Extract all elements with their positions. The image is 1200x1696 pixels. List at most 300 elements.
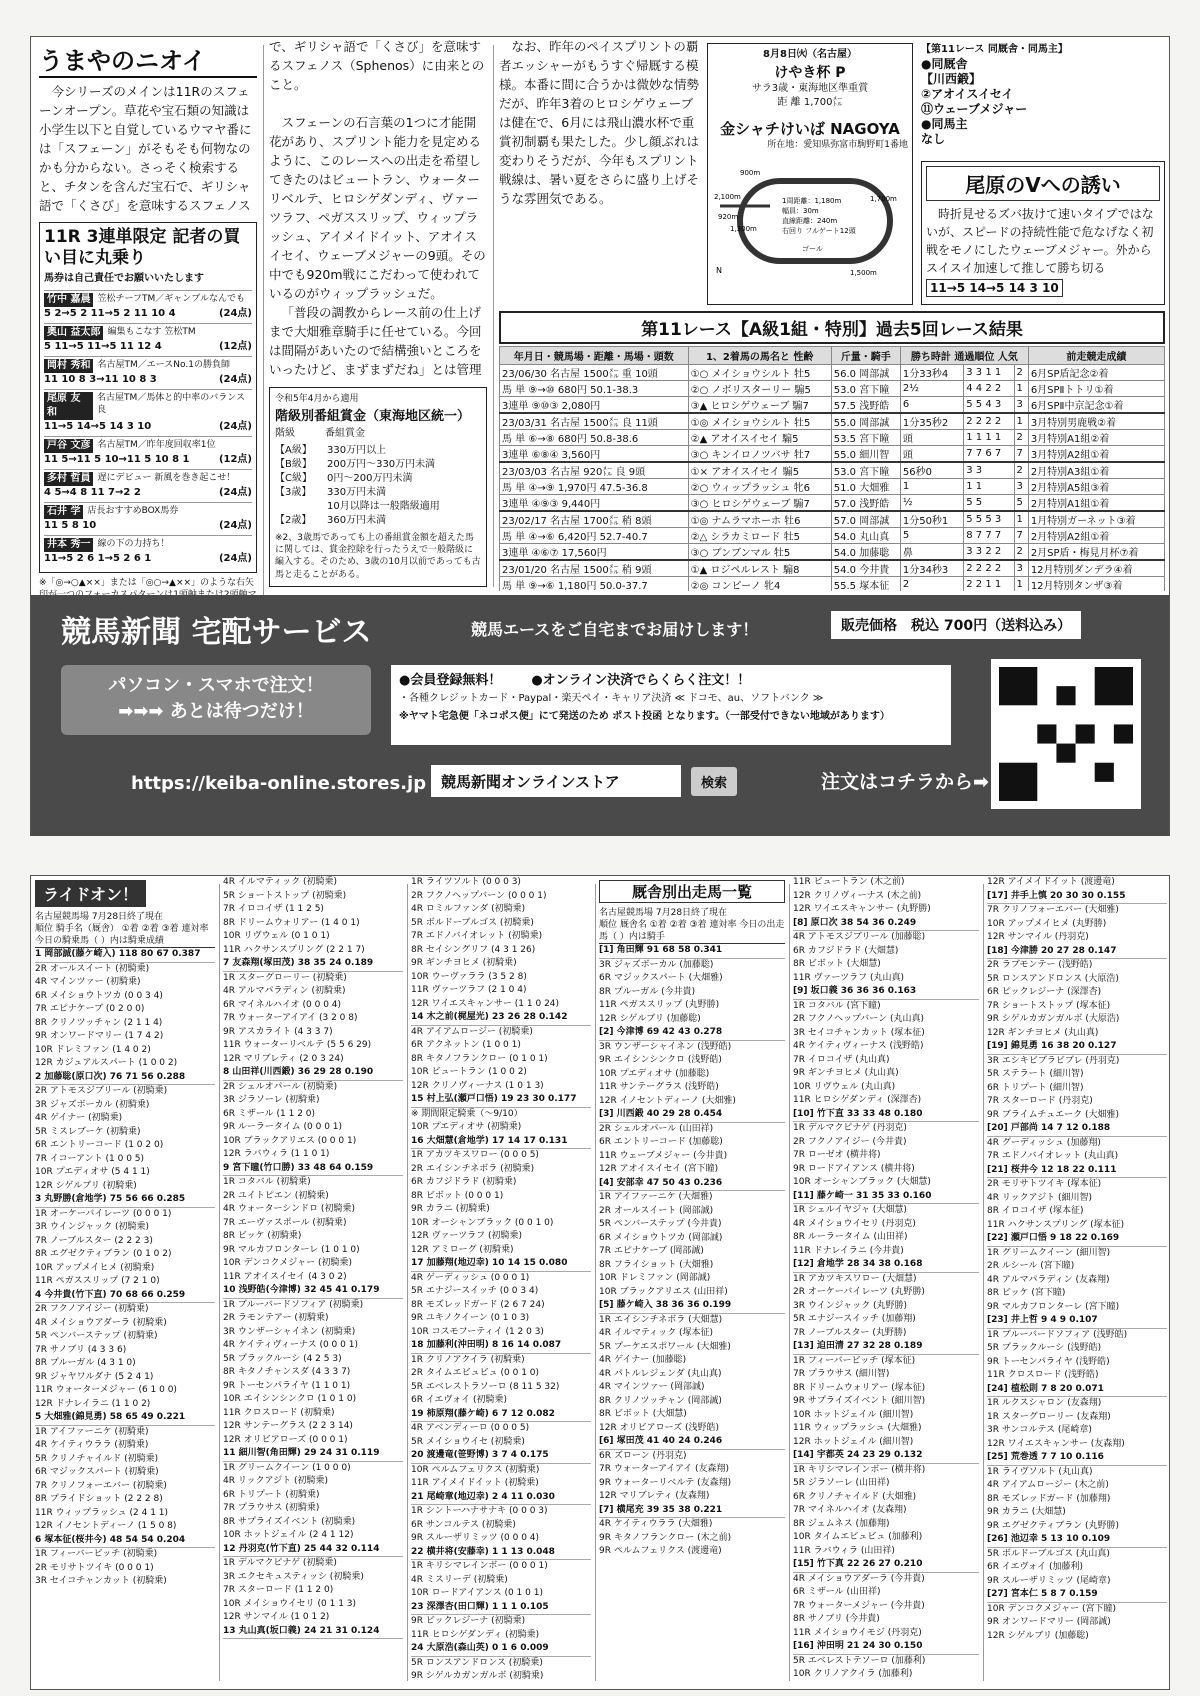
entry-ride: 1R フィーバービッチ (初騎乗) [35, 1549, 158, 1560]
pick-reporter [44, 293, 252, 307]
entry-header: [19] 錦見勇 16 38 20 0.127 [987, 1040, 1167, 1055]
ad-order-line1: パソコン・スマホで注文！ [108, 675, 324, 696]
entry-ride: 10R オーシャンブラック (0 0 1 0) [411, 1217, 554, 1228]
pick-reporter [44, 472, 252, 486]
pick-reporter [44, 538, 252, 552]
entry-ride: 7R プラウサス (細川智) [793, 1369, 890, 1379]
column-paragraph-3: 「普段の調教からレース前の仕上げまで大畑雅章騎手に任せている。今回は間隔があいたので結構強いところをいったけど、まずまずだね」とは管理 [269, 305, 482, 377]
rideon-col-1 [35, 876, 215, 1689]
entry-ride: 4R イルマティック (初騎乗) [223, 877, 338, 887]
entry-ride: 11R ヒロシゲダンディ (初騎乗) [411, 1629, 540, 1640]
entry-ride: 10R プエディオサ (加藤聡) [599, 1068, 710, 1079]
pick-bet-combo: 11 5→11 5 10→11 5 10 8 1 [44, 453, 190, 465]
entry-header: 14 木之前(梶屋光) 23 26 28 0.142 [411, 1011, 591, 1026]
entry-ride: 9R オンワードマリー (1 7 4 2) [35, 1031, 164, 1042]
past-cell: 2½ [900, 381, 963, 397]
entry-ride: 6R マジックスパート (大畑雅) [599, 973, 723, 984]
entry-ride: 5R プーケエスポワール (大畑雅) [599, 1341, 731, 1352]
entry-ride: 5R ボルドーブルゴス (丸山真) [987, 1548, 1110, 1559]
prize-class: 【3歳】 [275, 487, 312, 499]
entry-ride: 8R プルーガル (4 3 1 0) [35, 1358, 136, 1369]
race-info-box [707, 43, 913, 305]
past-cell: 57.0 岡部誠 [831, 511, 900, 528]
past-cell: 頭 [900, 446, 963, 463]
entry-ride: 11R アオイスイセイ (4 3 0 2) [223, 1271, 347, 1282]
past-cell: 馬 単 ⑥→⑧ 680円 50.8-38.6 [500, 430, 689, 446]
entry-ride: 2R フクノヘップバーン (丸山真) [793, 1014, 925, 1024]
entry-ride: 12R ワイエスキャンサー (1 1 0 24) [411, 998, 560, 1009]
picks-subtitle: 馬券は自己責任でお願いいたします [44, 272, 204, 284]
ad-payment: ・各種クレジットカード・Paypal・楽天ペイ・キャリア決済 ≪ ドコモ、au、ソフトバンク ≫ [399, 693, 824, 704]
entry-ride: 12R ワイエスキャンサー (丸野勝) [793, 904, 931, 914]
entry-ride: 7R ウォーターメジャー (今井貴) [793, 1600, 925, 1611]
past-cell: 53.0 宮下瞳 [831, 381, 900, 397]
past-cell: 3連単 ④⑥⑦ 17,560円 [500, 544, 689, 561]
entry-ride: 10R ホットジェイル (細川智) [793, 1409, 914, 1420]
past-cell: 23/01/20 名古屋 1500㍍ 稍 9頭 [500, 560, 689, 577]
entry-header: [2] 今津博 69 42 43 0.278 [599, 1026, 785, 1041]
entry-ride: 12R クリノヴィーナス (1 0 1 3) [411, 1080, 544, 1091]
pick-reporter [44, 359, 252, 373]
past-cell: 55.0 岡部誠 [831, 413, 900, 430]
entry-ride: 1R シントーハナサナキ (0 0 0 3) [411, 1506, 548, 1516]
past-cell: 馬 単 ⑨→⑥ 1,180円 50.0-37.7 [500, 577, 689, 592]
entry-header: [5] 藤ケ崎入 38 36 36 0.199 [599, 1299, 785, 1314]
past-header: 前走競走成績 [1028, 347, 1164, 365]
entry-ride: 10R ドレミファン (1 4 0 2) [35, 1044, 151, 1055]
pick-points: (24点) [218, 307, 252, 319]
entry-ride: 4R メイショウアダーラ (今井貴) [793, 1573, 925, 1584]
pick-note: 編集もこなす 笠松TM [107, 326, 196, 337]
entry-ride: 12R ヴァーツラフ (初騎乗) [411, 1231, 523, 1241]
entry-ride: 4R ケイティウララ (初騎乗) [35, 1440, 149, 1451]
past-cell: 57.0 浅野皓 [831, 495, 900, 512]
entry-ride: 12R ドナレイラニ (1 1 0 2) [35, 1398, 151, 1409]
entry-ride: 2R タイムエビュビュ (0 0 1 0) [411, 1368, 540, 1378]
past-cell: 6月SPⅡ中京記念①着 [1028, 397, 1164, 414]
past-row [500, 446, 1165, 463]
pick-bet-combo: 11→5 2 6 1→5 2 6 1 [44, 552, 152, 564]
entry-ride: 9R マルカフロンターレ (1 0 1 0) [223, 1244, 360, 1255]
pick-reporter [44, 326, 252, 340]
past-cell: 55.5 塚本征 [831, 577, 900, 592]
past-row [500, 462, 1165, 479]
entry-ride: 1R キリシマレインボー (横井将) [793, 1464, 926, 1475]
race-dist: 距 離 1,700㍍ [777, 97, 843, 108]
qr-code[interactable] [991, 659, 1141, 809]
entry-ride: 7R エーヴァスポール (初騎乗) [223, 1217, 347, 1228]
entry-ride: 2R シェルオパール (初騎乗) [223, 1081, 338, 1092]
spec-2: 幅員：30m [782, 207, 819, 216]
entry-ride: 4R ウォーターシンドロ (初騎乗) [223, 1204, 355, 1214]
past-cell: ①▲ ロジペルレスト 騸8 [688, 560, 831, 577]
pick-points: (12点) [218, 453, 252, 465]
past-cell: 57.5 浅野皓 [831, 397, 900, 414]
pick-bet [44, 420, 252, 434]
entry-header: [9] 坂口義 36 36 36 0.163 [793, 985, 979, 1000]
dim-1500: 1,500m [850, 269, 877, 278]
entry-ride: 9R トーセンパライヤ (1 1 0 1) [223, 1380, 351, 1391]
past-cell: 2 2 2 2 [964, 413, 1014, 430]
entry-ride: 2R ラモンテアー (初騎乗) [223, 1313, 329, 1323]
invite-text: 時折見せるズバ抜けて速いタイプではないが、スピードの持続性能で危なげなく初戦をモノにしたウェーブメジャー。外からスイスイ加速して推して勝ち切る [926, 207, 1154, 275]
entry-ride: 4R イルマティック (塚本征) [599, 1328, 714, 1339]
dim-900: 900m [740, 169, 761, 178]
picks-footnote: ※「◎→○▲××」または「◎○→▲××」のような右矢 [39, 577, 255, 588]
bottom-page [30, 875, 1170, 1690]
entry-header: 24 大原浩(森山英) 0 1 6 0.009 [411, 1642, 591, 1657]
entry-header: 4 今井貴(竹下直) 70 68 66 0.259 [35, 1289, 215, 1304]
entry-ride: 11R ヴァーツラフ (2 1 0 4) [411, 985, 527, 995]
past-cell: 7 [1014, 528, 1028, 544]
pick-points: (24点) [218, 420, 252, 432]
entry-ride: 4R メイショウイセリ (丹羽克) [793, 1218, 916, 1229]
entry-ride: 8R キタノフランクロー (0 1 0 1) [411, 1053, 548, 1064]
past-cell: 3月特別男鹿戦②着 [1028, 413, 1164, 430]
prize-head-amount: 番組賞金 [325, 428, 365, 440]
entry-ride: 7R エドノバイオレット (丸山真) [987, 1151, 1119, 1161]
entry-ride: 7R ローゼオ (横井将) [793, 1150, 881, 1160]
entry-ride: 2R ユイトピエン (初騎乗) [223, 1190, 329, 1201]
pick-bet [44, 340, 252, 354]
past-cell: 1 [1014, 511, 1028, 528]
rideon-list-1 [35, 948, 215, 1589]
entry-ride: 6R クリノチャイルド (大畑雅) [793, 1491, 917, 1502]
entry-header: 1 岡部誠(藤ケ崎入) 118 80 67 0.387 [35, 948, 215, 963]
entry-ride: 2R フクノヘップバーン (0 0 0 1) [411, 890, 547, 901]
entry-ride: 4R アルマパラディン (初騎乗) [223, 986, 346, 996]
entry-ride: 4R マインツァー (岡部誠) [599, 1382, 705, 1393]
entry-ride: 8R クリノツッチャン (岡部誠) [599, 1395, 722, 1406]
entry-header: [10] 竹下直 33 33 48 0.180 [793, 1108, 979, 1123]
entry-ride: 11R ウォーターリベルテ (5 5 6 29) [223, 1040, 372, 1050]
pick-note: 名古屋TM／馬体と的中率のバランス良 [96, 392, 245, 415]
entry-ride: 12R シゲルブリ (加藤聡) [987, 1630, 1089, 1641]
past-cell: 2月特別A2組①着 [1028, 528, 1164, 544]
entry-ride: 5R ロンスアンドロンス (初騎乗) [411, 1657, 543, 1668]
entry-ride: 4R アイアムロージー (木之前) [987, 1480, 1109, 1490]
past-cell: 2 2 2 2 [964, 560, 1014, 577]
past-cell: 12月特別タンザ③着 [1028, 577, 1164, 592]
entry-header: [20] 戸部尚 14 7 12 0.188 [987, 1122, 1167, 1137]
past-cell: 5 5 5 3 [964, 511, 1014, 528]
entry-ride: 6R メイショウトツカ (0 0 3 4) [35, 990, 163, 1001]
entry-ride: 10R リヴウェル (0 1 0 1) [223, 931, 330, 941]
entry-ride: 10R アップメイヒメ (初騎乗) [35, 1262, 155, 1273]
entry-header: [23] 井上哲 9 4 9 0.107 [987, 1314, 1167, 1329]
entry-ride: 10R ロードアイアンス (0 1 0 1) [411, 1588, 543, 1598]
past-cell: ③○ ブンブンマル 牡5 [688, 544, 831, 561]
past-header: 年月日・競馬場・距離・馬場・頭数 [500, 347, 689, 365]
pick-points: (24点) [218, 486, 252, 498]
entry-ride: 4R マインツァー (初騎乗) [35, 977, 141, 988]
entry-ride: 12R アオイスイセイ (宮下瞳) [599, 1164, 719, 1175]
past-cell: 3月特別A2組①着 [1028, 446, 1164, 463]
entry-ride: 6R アクネットン (1 0 0 1) [411, 1040, 521, 1050]
entry-ride: 4R ケイティウララ (大畑雅) [599, 1519, 713, 1530]
entry-ride: 7R ウォーターアイアイ (3 2 0 8) [223, 1013, 358, 1023]
entry-ride: 2R オールスイート (初騎乗) [35, 963, 150, 974]
entry-ride: 2R モリサトツイキ (0 0 0 1) [35, 1562, 154, 1573]
entry-ride: 8R ジェムネス (加藤翔) [793, 1518, 890, 1529]
past-cell: 3連単 ⑨⑩③ 2,080円 [500, 397, 689, 414]
past-cell: 5 5 4 3 [964, 397, 1014, 414]
entry-ride: 8R ドリームウォリアー (塚本征) [793, 1382, 926, 1393]
entry-ride: 1R エイシンチネボラ (大畑慧) [599, 1314, 723, 1325]
entry-ride: 1R ブルーバードソフィア (初騎乗) [223, 1299, 364, 1310]
entry-ride: 1R アイファーニケ (初騎乗) [35, 1426, 149, 1437]
kyusha-list-3 [987, 876, 1167, 1643]
entry-ride: 3R ウンザーシャイネン (初騎乗) [223, 1326, 356, 1337]
entry-ride: 11R ラバウィラ (山田祥) [793, 1545, 895, 1556]
track-address: 所在地：愛知県弥富市駒野町1番地 [767, 140, 908, 150]
pick-item [44, 290, 252, 323]
entry-header: 13 丸山真(坂口義) 24 21 31 0.124 [223, 1625, 403, 1640]
past-cell: ①× アオイスイセイ 騸5 [688, 462, 831, 479]
entry-ride: 3R エクセキュスティッシ (初騎乗) [223, 1571, 364, 1582]
pick-reporter [44, 439, 252, 453]
goal-label: ゴール [802, 245, 823, 254]
entry-ride: 10R エイシンシンクロ (1 0 1 0) [223, 1394, 357, 1404]
entry-ride: 3R ウンザーシャイネン (浅野皓) [599, 1041, 732, 1052]
entry-ride: 12R カジュアルスパート (1 0 0 2) [35, 1058, 178, 1069]
stable-title: 【第11レース 同厩舎・同馬主】 [921, 44, 1068, 55]
entry-ride: 10R メイショウイセリ (0 1 1 3) [223, 1598, 357, 1609]
entry-ride: 5R ショートストップ (初騎乗) [223, 890, 347, 901]
entry-ride: 9R カラニ (大畑慧) [987, 1507, 1066, 1517]
ad-shipping: ※ヤマト宅急便「ネコポス便」にて発送のため ポスト投函 となります。（一部受付できない地域があります） [399, 711, 890, 722]
pick-name: 多村 哲員 [44, 472, 93, 486]
entry-ride: 10R デンコクメジャー (初騎乗) [223, 1258, 353, 1268]
entry-ride: 12R サンテーグラス (2 2 3 14) [223, 1421, 353, 1431]
entry-ride: 9R サプライズイベント (細川智) [793, 1396, 926, 1406]
past-cell: ②○ ウィップラッシュ 牝6 [688, 479, 831, 495]
entry-ride: 11R クロスロード (初騎乗) [223, 1407, 335, 1418]
entry-ride: 12R サンマイル (1 0 1 2) [223, 1612, 330, 1622]
entry-ride: 8R サプライズイベント (初騎乗) [223, 1516, 356, 1527]
entry-ride: 8R プライドショット (2 2 2 8) [35, 1494, 163, 1505]
entry-ride: 7R ノーブルスター (丸野勝) [793, 1327, 907, 1338]
entry-ride: 7R イコーアント (1 0 0 5) [35, 1153, 145, 1164]
past-cell: 54.0 今井貴 [831, 560, 900, 577]
entry-ride: 12R アミローグ (初騎乗) [411, 1244, 514, 1255]
entry-ride: 1R ライツソルト (0 0 0 3) [411, 877, 521, 887]
store-search-input[interactable]: 競馬新聞オンラインストア [431, 765, 681, 797]
kyusha-col-3 [987, 876, 1167, 1689]
entry-header: 16 大畑慧(倉地学) 17 14 17 0.131 [411, 1135, 591, 1150]
entry-header: [24] 植松則 7 8 20 0.071 [987, 1383, 1167, 1398]
past-cell: 2月特別A3組①着 [1028, 462, 1164, 479]
pick-bet [44, 373, 252, 387]
prize-box [269, 387, 487, 587]
past-cell: 53.0 宮下瞳 [831, 462, 900, 479]
track-name: 金シャチけいば NAGOYA [720, 120, 900, 138]
entry-ride: 7R ウォーターアイアイ (友森翔) [599, 1464, 730, 1475]
entry-ride: 9R シゲルカガンガルボ (大原浩) [987, 1014, 1120, 1024]
past-cell: 3月特別A1組②着 [1028, 430, 1164, 446]
prize-head-class: 階級 [275, 428, 295, 440]
ad-title: 競馬新聞 宅配サービス [61, 615, 372, 650]
ad-features [391, 665, 951, 745]
prize-row [275, 486, 481, 500]
entry-ride: 7R クリノフォーエバー (初騎乗) [35, 1480, 167, 1491]
order-cta[interactable]: 注文はコチラから➡ [821, 771, 989, 793]
past-cell: 4 4 2 2 [964, 381, 1014, 397]
stable-box [921, 43, 1165, 153]
entry-ride: 1R デルマクピナゲ (丹羽克) [793, 1123, 907, 1133]
pick-points: (24点) [218, 519, 252, 531]
column-right-text [499, 37, 699, 307]
entry-ride: 6R エントリーコード (加藤聡) [599, 1137, 723, 1148]
past-row [500, 413, 1165, 430]
entry-ride: 1R コタバル (初騎乗) [223, 1177, 311, 1187]
entry-header: 12 丹羽克(竹下直) 25 44 32 0.114 [223, 1543, 403, 1558]
prize-class: 【B級】 [275, 459, 312, 471]
kyusha-head: 順位 厩舎名 ①着 ②着 ③着 連対率 今日の出走馬（ ）内は騎手 [599, 919, 785, 944]
entry-ride: 9R エグゼクティブラン (丸野勝) [987, 1520, 1120, 1531]
past-title: 第11レース【A級1組・特別】過去5回レース結果 [499, 311, 1165, 344]
entry-ride: 10R デンコクメジャー (宮下瞳) [987, 1603, 1117, 1614]
past-cell: 2月SP盾・梅見月杯⑦着 [1028, 544, 1164, 561]
past-cell: ③○ キンイロノツバサ 牡7 [688, 446, 831, 463]
entry-ride: 12R イノセントディーノ (大畑雅) [599, 1095, 736, 1106]
entry-ride: 12R イノセントディーノ (1 5 0 8) [35, 1521, 177, 1532]
entry-ride: 5R ペンバーステップ (今井貴) [599, 1219, 722, 1230]
entry-ride: 10R ブラックアリエス (0 0 0 1) [223, 1135, 357, 1146]
stable-line: ●同馬主 [921, 117, 968, 131]
stable-lines [921, 57, 1165, 147]
past-cell: 51.0 大畑雅 [831, 479, 900, 495]
entry-ride: 6R トリプート (細川智) [987, 1082, 1084, 1093]
prize-caption: 令和5年4月から適用 [275, 394, 359, 404]
past-cell: 3 [1014, 560, 1028, 577]
entry-header: [17] 井手上慎 20 30 30 0.155 [987, 890, 1167, 905]
entry-ride: 5R ミスレブーケ (初騎乗) [35, 1126, 141, 1137]
entry-ride: 11R アイメイドイット (初騎乗) [411, 1478, 539, 1488]
entry-ride: 8R ビボット (大畑慧) [599, 1409, 687, 1420]
entry-ride: 9R スルーザリミッツ (0 0 0 4) [411, 1533, 540, 1543]
past-cell: 5 5 [964, 495, 1014, 512]
entry-ride: 8R プルーガル (今井貴) [599, 986, 696, 997]
entry-ride: 6R イエヴォイ (加藤利) [987, 1562, 1084, 1572]
past-cell: 1 1 1 1 [964, 430, 1014, 446]
past-cell: 12月特別ダンデラ④着 [1028, 560, 1164, 577]
prize-amount: 360万円未満 [327, 515, 387, 527]
rideon-list-3 [411, 876, 591, 1684]
column-paragraph-4: なお、昨年のペイスプリントの覇者エッシャーがもうすぐ帰厩する模様。本番に間に合うかは微妙な情勢だが、昨年3着のヒロシゲウェーブは健在で、6月には飛山濃水杯で重賞初制覇も果たした。少し顔ぶれは変わりそうだが、今年もスプリント戦線は、暑い夏をさらに盛り上げそうな雰囲気である。 [499, 39, 699, 206]
entry-header: [11] 藤ケ崎一 31 35 33 0.160 [793, 1190, 979, 1205]
entry-header: 23 深澤杏(田口輝) 1 1 1 0.105 [411, 1601, 591, 1616]
entry-header: 5 大畑雅(錦見勇) 58 65 49 0.221 [35, 1411, 215, 1426]
entry-header: 17 加藤翔(地辺幸) 10 14 15 0.080 [411, 1257, 591, 1272]
store-search-button[interactable]: 検索 [691, 767, 737, 796]
entry-ride: 7R マイネルハイオ (友森翔) [793, 1505, 907, 1515]
dim-920: 920m [718, 213, 739, 222]
column-paragraph-1: 今シリーズのメインは11Rのスフェーンオープン。草花や宝石類の知識は小学生以下と自覚しているウマヤ番には「スフェーン」がそもそも何物なのかも分からない。さっそく検索すると、チタンを含んだ宝石で、ギリシャ語で「くさび」を意味するスフェノス [39, 84, 252, 213]
entry-ride: 1R ルクスシャロン (友森翔) [987, 1398, 1102, 1408]
past-cell: 1 1 [964, 479, 1014, 495]
ad-url[interactable]: https://keiba-online.stores.jp [131, 773, 427, 794]
past-cell: 3 3 1 1 [964, 365, 1014, 381]
entry-ride: 10R プエディオサ (5 4 1 1) [35, 1167, 150, 1178]
past-row [500, 479, 1165, 495]
entry-ride: 11R ヒロシゲダンディ (深澤杏) [793, 1095, 922, 1105]
pick-name: 岡村 秀和 [44, 359, 93, 373]
entry-ride: 11R ウォーターメジャー (6 1 0 0) [35, 1385, 177, 1396]
entry-ride: 5R ペンバーステップ (初騎乗) [35, 1331, 158, 1342]
entry-ride: 4R アベンディーロ (0 0 0 5) [411, 1423, 530, 1433]
past-cell: 2 [900, 577, 963, 592]
past-row [500, 544, 1165, 561]
entry-header: [7] 横尾充 39 35 38 0.221 [599, 1504, 785, 1519]
entry-header: 2 加藤聡(原口次) 76 71 56 0.288 [35, 1071, 215, 1086]
pick-note: 遅にデビュー 新風を巻き起こせ！ [97, 472, 236, 483]
spec-3: 直線距離：240m [782, 217, 838, 226]
entry-ride: 9R ジャヤワルダナ (5 2 4 1) [35, 1371, 154, 1382]
entry-ride: 4R アトモスジブリール (加藤聡) [793, 932, 926, 942]
entry-header: [8] 原口次 38 54 36 0.249 [793, 917, 979, 932]
entry-ride: 1R スターグローリー (友森翔) [987, 1411, 1111, 1422]
prize-row [275, 500, 481, 514]
entry-ride: 8R エグゼクティブラン (0 1 0 2) [35, 1249, 172, 1260]
entry-ride: 5R プラックルーシ (4 2 5 3) [223, 1353, 342, 1364]
entry-header: [14] 宇都英 24 23 29 0.132 [793, 1449, 979, 1464]
past-cell: 1分33秒4 [900, 365, 963, 381]
ad-feature-1: ●会員登録無料！ [399, 673, 502, 688]
pick-note: 名古屋TM／エースNo.1の勝負師 [97, 359, 230, 370]
entry-ride: 12R シゲルブリ (加藤聡) [599, 1013, 701, 1024]
entry-ride: 10R タイムエビュビュ (加藤利) [793, 1532, 923, 1542]
race-cond: サラ3歳・東海地区準重賞 [751, 83, 869, 94]
past-cell: 54.0 加藤聡 [831, 544, 900, 561]
kyusha-list-2 [793, 876, 979, 1682]
entry-header: [15] 竹下真 22 26 27 0.210 [793, 1558, 979, 1573]
past-row [500, 511, 1165, 528]
past-header: 斤量・騎手 [831, 347, 900, 365]
entry-ride: 6R カフジドラド (初騎乗) [411, 1177, 517, 1187]
pick-bet [44, 519, 252, 533]
ad-price [831, 611, 1081, 639]
past-cell: 23/03/03 名古屋 920㍍ 良 9頭 [500, 462, 689, 479]
entry-ride: 11R ペガススリップ (丸野勝) [599, 1000, 720, 1011]
past-cell: 3連単 ⑥⑧④ 3,560円 [500, 446, 689, 463]
past-cell: 3 3 [964, 462, 1014, 479]
entry-ride: 2R オーケーバイレーツ (丸野勝) [793, 1287, 925, 1297]
entry-ride: 8R ビボット (大畑慧) [793, 959, 881, 969]
north-label: N [716, 266, 722, 276]
past-cell: 1分50秒1 [900, 511, 963, 528]
entry-header: [3] 川西鍛 40 29 28 0.454 [599, 1108, 785, 1123]
pick-item [44, 436, 252, 469]
entry-ride: 3R ジラソーレ (初騎乗) [223, 1095, 320, 1105]
entry-header: 9 宮下瞳(竹口勝) 33 48 64 0.159 [223, 1162, 403, 1177]
rideon-head: 順位 騎手名（厩舎） ①着 ②着 ③着 連対率 今日の騎乗馬（ ）内は騎乗成績 [35, 923, 215, 948]
entry-ride: 4R ケイティヴィーナス (0 0 0 1) [223, 1340, 358, 1350]
entry-ride: 10R ウーヴァララ (3 5 2 8) [411, 971, 527, 982]
prize-amount: 200万円〜330万円未満 [327, 459, 436, 471]
ad-price-value: 税込 700円（送料込み） [911, 618, 1072, 634]
entry-ride: ※ 期間限定騎乗（〜9/10） [411, 1108, 523, 1119]
entry-ride: 10R ホットジェイル (2 4 1 12) [223, 1530, 354, 1540]
entry-ride: 12R ワイエスキャンサー (友森翔) [987, 1438, 1125, 1449]
entry-ride: 7R プラウサス (初騎乗) [223, 1503, 320, 1513]
entry-ride: 6R イエヴォイ (初騎乗) [411, 1395, 508, 1405]
entry-ride: 2R シェルオパール (山田祥) [599, 1123, 714, 1134]
past-cell: 55.0 細川智 [831, 446, 900, 463]
entry-ride: 3R ウインジャック (初騎乗) [35, 1222, 150, 1233]
past-cell: 3 [1014, 479, 1028, 495]
past-cell: ②○ ノボリスターリー 騸5 [688, 381, 831, 397]
